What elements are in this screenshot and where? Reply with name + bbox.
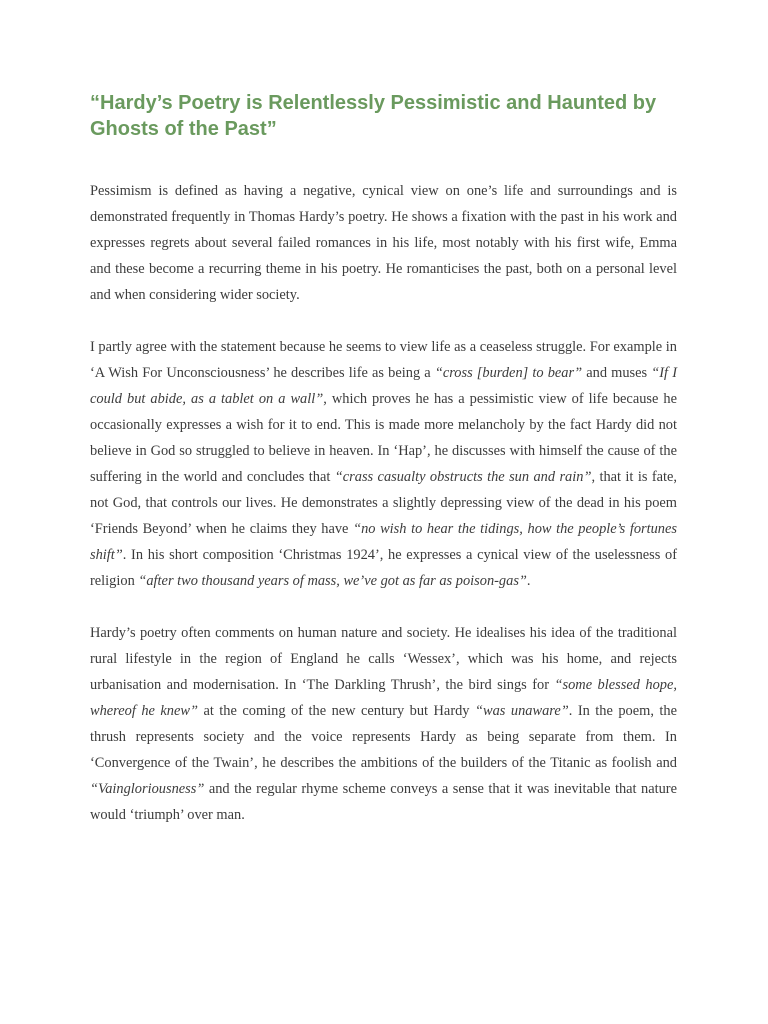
quotation: “was unaware”	[475, 703, 569, 719]
text-run: . In his short composition ‘Christmas 1924’, he expresses a cynical view of the uselessness of religion	[90, 547, 677, 589]
paragraph	[90, 178, 677, 308]
text-run: and the regular rhyme scheme conveys a sense that it was inevitable that nature would ‘triumph’ over man.	[90, 781, 677, 823]
quotation: “no wish to hear the tidings, how the people’s fortunes shift”	[90, 521, 677, 563]
quotation: “crass casualty obstructs the sun and rain”	[334, 469, 592, 485]
text-run: Pessimism is defined as having a negative, cynical view on one’s life and surroundings and is demonstrated frequently in Thomas Hardy’s poetry. He shows a fixation with the past in his work and expresses regrets about several failed romances in his life, most notably with his first wife, Emma and these become a recurring theme in his poetry. He romanticises the past, both on a personal level and when considering wider society.	[90, 183, 677, 303]
document-title: “Hardy’s Poetry is Relentlessly Pessimistic and Haunted by Ghosts of the Past”	[90, 92, 657, 140]
text-run: at the coming of the new century but Hardy	[197, 703, 475, 719]
text-run: and muses	[582, 365, 652, 381]
text-run: .	[526, 573, 531, 589]
paragraph	[90, 620, 677, 828]
text-run: , that it is fate, not God, that controls our lives. He demonstrates a slightly depressing view of the dead in his poem ‘Friends Beyond’ when he claims they have	[90, 469, 677, 537]
quotation: “cross [burden] to bear”	[434, 365, 583, 381]
quotation: “Vaingloriousness”	[90, 781, 205, 797]
text-run: I partly agree with the statement because he seems to view life as a ceaseless struggle. For example in ‘A Wish For Unconsciousness’ he describes life as being a	[90, 339, 677, 381]
paragraph	[90, 334, 677, 594]
quotation: “after two thousand years of mass, we’ve got as far as poison-gas”	[138, 573, 527, 589]
quotation: “some blessed hope, whereof he knew”	[90, 677, 677, 719]
quotation: “If I could but abide, as a tablet on a wall”	[90, 365, 677, 407]
text-run: . In the poem, the thrush represents society and the voice represents Hardy as being separate from them. In ‘Convergence of the Twain’, he describes the ambitions of the builders of the Titanic as foolish and	[90, 703, 677, 771]
text-run: Hardy’s poetry often comments on human nature and society. He idealises his idea of the traditional rural lifestyle in the region of England he calls ‘Wessex’, which was his home, and rejects urbanisation and modernisation. In ‘The Darkling Thrush’, the bird sings for	[90, 625, 677, 693]
document-body	[90, 178, 677, 854]
text-run: , which proves he has a pessimistic view of life because he occasionally expresses a wish for it to end. This is made more melancholy by the fact Hardy did not believe in God so struggled to believe in heaven. In ‘Hap’, he discusses with himself the cause of the suffering in the world and concludes that	[90, 391, 677, 485]
